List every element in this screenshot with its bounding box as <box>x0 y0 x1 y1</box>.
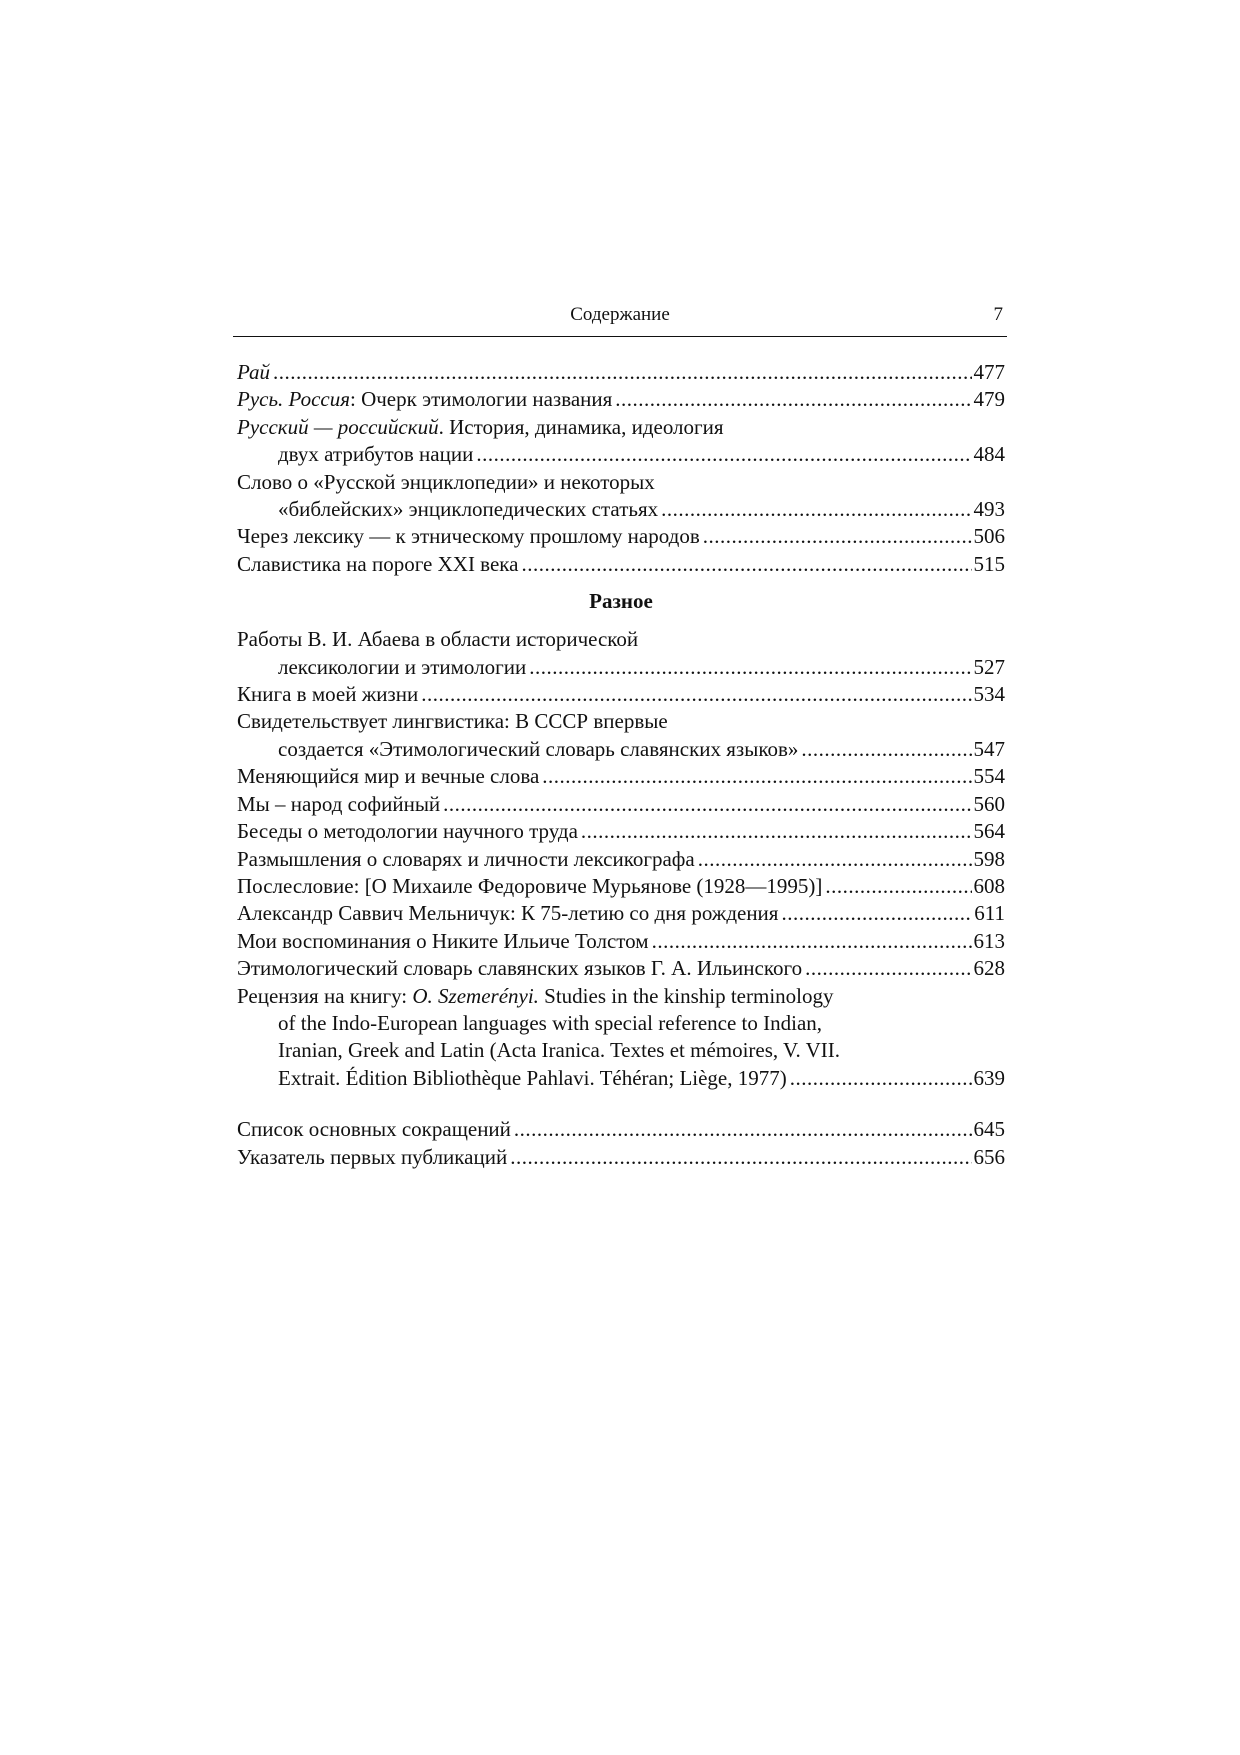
entry-title: Через лексику — к этническому прошлому народов <box>237 524 700 549</box>
toc-entry-russkiy-line2[interactable] <box>237 441 1005 468</box>
toc-entry-rus-rossiya[interactable] <box>237 386 1005 413</box>
toc-entry-review-line3: Iranian, Greek and Latin (Acta Iranica. Textes et mémoires, V. VII. <box>278 1038 841 1063</box>
running-title: Содержание <box>570 304 670 325</box>
toc-entry-review-line2: of the Indo-European languages with special reference to Indian, <box>278 1010 823 1035</box>
toc-entry-rai[interactable] <box>237 359 1005 386</box>
entry-title: Указатель первых публикаций <box>237 1144 508 1169</box>
spacer <box>237 1092 1005 1116</box>
entry-title-italic: Русский — российский <box>237 414 439 439</box>
entry-title: Studies in the kinship terminology <box>538 983 834 1008</box>
toc-entry-my-narod[interactable] <box>237 791 1005 818</box>
toc-entry-posleslovie[interactable] <box>237 873 1005 900</box>
entry-title-italic: Русь. Россия <box>237 387 350 412</box>
toc-entry-svidetelstvuet-line1[interactable] <box>237 708 1005 735</box>
page-ref: 479 <box>973 387 1005 412</box>
section-heading: Разное <box>589 589 653 614</box>
dot-leader <box>661 496 971 523</box>
dot-leader <box>703 523 972 550</box>
dot-leader <box>781 900 972 927</box>
entry-title: Рецензия на книгу: <box>237 983 413 1008</box>
toc-entry-svidetelstvuet-line2[interactable] <box>237 736 1005 763</box>
table-of-contents <box>237 359 1005 1171</box>
toc-entry-review-line1[interactable] <box>237 983 1005 1010</box>
toc-entry-abaev-line2[interactable] <box>237 654 1005 681</box>
entry-title-cont: создается «Этимологический словарь славянских языков» <box>278 736 799 761</box>
dot-leader <box>542 763 971 790</box>
dot-leader <box>273 359 971 386</box>
page-ref: 564 <box>973 819 1005 844</box>
page-ref: 611 <box>974 901 1005 926</box>
entry-title-cont: «библейских» энциклопедических статьях <box>278 497 659 522</box>
dot-leader <box>615 386 971 413</box>
dot-leader <box>476 441 971 468</box>
entry-title: Мои воспоминания о Никите Ильиче Толстом <box>237 928 649 953</box>
page-ref: 534 <box>973 682 1005 707</box>
dot-leader <box>510 1144 971 1171</box>
toc-entry-melnichuk[interactable] <box>237 900 1005 927</box>
dot-leader <box>790 1065 972 1092</box>
page-ref: 608 <box>973 873 1005 898</box>
page-ref: 506 <box>973 524 1005 549</box>
dot-leader <box>805 955 971 982</box>
page-ref: 560 <box>973 791 1005 816</box>
page-ref: 645 <box>973 1117 1005 1142</box>
entry-title: . История, динамика, идеология <box>438 414 724 439</box>
entry-title-italic: Рай <box>237 360 271 384</box>
page-ref: 628 <box>973 956 1005 981</box>
dot-leader <box>698 846 972 873</box>
entry-title-cont: лексикологии и этимологии <box>278 654 527 679</box>
toc-entry-review-line4[interactable] <box>237 1065 1005 1092</box>
toc-entry-menyayushchiysya[interactable] <box>237 763 1005 790</box>
page-ref: 554 <box>973 764 1005 789</box>
entry-title: Александр Саввич Мельничук: К 75-летию со дня рождения <box>237 901 779 926</box>
entry-title: Книга в моей жизни <box>237 682 419 707</box>
toc-entry-slavistika[interactable] <box>237 551 1005 578</box>
toc-entry-razmyshleniya[interactable] <box>237 846 1005 873</box>
dot-leader <box>801 736 971 763</box>
entry-title: Список основных сокращений <box>237 1117 511 1142</box>
entry-title: Свидетельствует лингвистика: В СССР впервые <box>237 709 668 734</box>
toc-entry-besedy[interactable] <box>237 818 1005 845</box>
toc-entry-cherez-leksiku[interactable] <box>237 523 1005 550</box>
page-ref: 477 <box>973 360 1005 384</box>
page-ref: 515 <box>973 551 1005 576</box>
page-header <box>233 302 1007 337</box>
toc-entry-ilinsky[interactable] <box>237 955 1005 982</box>
entry-title: Этимологический словарь славянских языков Г. А. Ильинского <box>237 956 803 981</box>
page-ref: 656 <box>973 1144 1005 1169</box>
entry-title: Меняющийся мир и вечные слова <box>237 764 540 789</box>
dot-leader <box>652 928 972 955</box>
page-ref: 598 <box>973 846 1005 871</box>
dot-leader <box>522 551 972 578</box>
toc-entry-russkiy-line1[interactable] <box>237 414 1005 441</box>
entry-title: Мы – народ софийный <box>237 791 441 816</box>
page-ref: 484 <box>973 442 1005 467</box>
page-ref: 613 <box>973 928 1005 953</box>
toc-entry-tolstoy[interactable] <box>237 928 1005 955</box>
toc-entry-ukazatel[interactable] <box>237 1144 1005 1171</box>
toc-entry-slovo-line2[interactable] <box>237 496 1005 523</box>
dot-leader <box>529 654 971 681</box>
entry-title: Слово о «Русской энциклопедии» и некоторых <box>237 469 655 494</box>
entry-title: Размышления о словарях и личности лексикографа <box>237 846 695 871</box>
entry-title: Беседы о методологии научного труда <box>237 819 578 844</box>
entry-title-cont: двух атрибутов нации <box>278 442 474 467</box>
dot-leader <box>443 791 971 818</box>
dot-leader <box>514 1116 972 1143</box>
page-ref: 547 <box>973 736 1005 761</box>
entry-title: Работы В. И. Абаева в области исторической <box>237 627 639 652</box>
page-ref: 493 <box>973 497 1005 522</box>
page-ref: 639 <box>973 1065 1005 1090</box>
dot-leader <box>825 873 971 900</box>
page-number: 7 <box>993 304 1003 325</box>
dot-leader <box>421 681 971 708</box>
toc-entry-spisok-sokrashcheniy[interactable] <box>237 1116 1005 1143</box>
entry-title: Послесловие: [О Михаиле Федоровиче Мурьянове (1928—1995)] <box>237 873 823 898</box>
toc-entry-abaev-line1[interactable] <box>237 626 1005 653</box>
entry-title: Славистика на пороге XXI века <box>237 551 519 576</box>
toc-entry-kniga[interactable] <box>237 681 1005 708</box>
entry-title-cont: Extrait. Édition Bibliothèque Pahlavi. Téhéran; Liège, 1977) <box>278 1065 787 1090</box>
dot-leader <box>581 818 972 845</box>
page-ref: 527 <box>973 654 1005 679</box>
entry-title: : Очерк этимологии названия <box>350 387 613 412</box>
toc-entry-slovo-line1[interactable] <box>237 469 1005 496</box>
entry-author-italic: O. Szemerényi. <box>412 983 539 1008</box>
